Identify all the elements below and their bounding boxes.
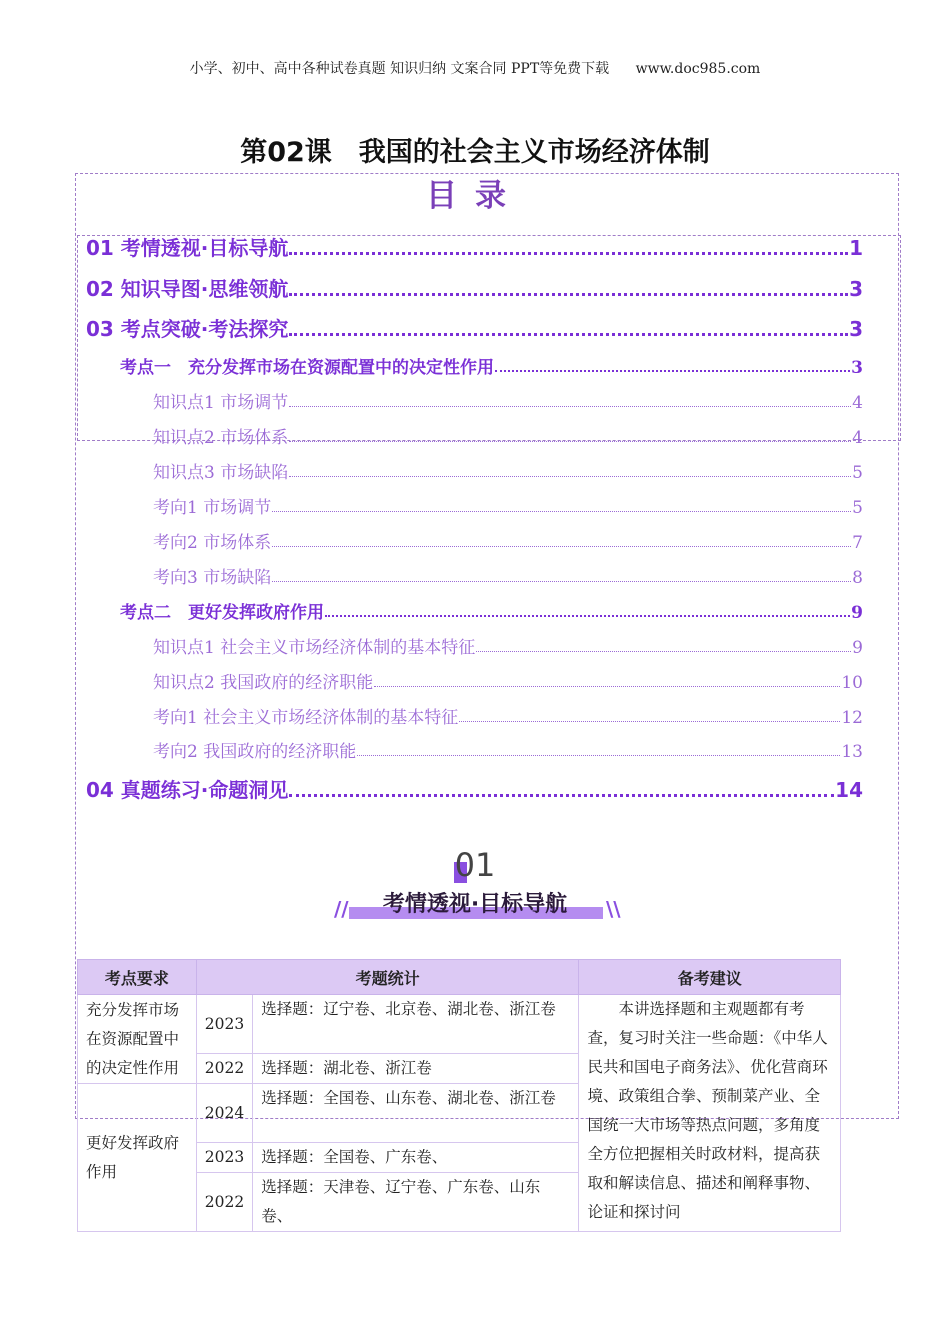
year-cell: 2023 — [196, 995, 252, 1054]
toc-item-01[interactable] — [86, 232, 863, 261]
toc-item-page: 3 — [849, 317, 863, 341]
toc-item-label: 考向3 市场缺陷 — [153, 568, 272, 588]
leader-dots — [272, 546, 851, 547]
toc-item-page: 9 — [852, 638, 863, 658]
stat-cell: 选择题：全国卷、山东卷、湖北卷、浙江卷 — [253, 1084, 579, 1143]
section-number: 01 — [454, 846, 496, 884]
toc-item-04[interactable] — [86, 774, 863, 803]
leader-dots — [272, 581, 851, 582]
year-cell: 2023 — [196, 1143, 252, 1173]
stat-cell: 选择题：天津卷、辽宁卷、广东卷、山东卷、 — [253, 1173, 579, 1232]
header-kaodian: 考点要求 — [78, 960, 197, 995]
toc-item-label: 03 考点突破·考法探究 — [86, 317, 289, 341]
toc-item-zsd-1-1[interactable] — [153, 388, 863, 413]
toc-item-page: 3 — [851, 358, 863, 378]
toc-item-label: 知识点1 社会主义市场经济体制的基本特征 — [153, 638, 476, 658]
section-title-banner — [0, 887, 950, 923]
leader-dots — [272, 511, 851, 512]
year-cell: 2022 — [196, 1173, 252, 1232]
toc-item-page: 4 — [852, 393, 863, 413]
leader-dots — [476, 651, 851, 652]
toc-item-page: 5 — [852, 463, 863, 483]
toc-item-page: 7 — [852, 533, 863, 553]
leader-dots — [289, 333, 848, 336]
toc-item-page: 13 — [841, 742, 863, 762]
toc-item-label: 04 真题练习·命题洞见 — [86, 778, 289, 802]
toc-item-label: 01 考情透视·目标导航 — [86, 236, 289, 260]
header-tongji: 考题统计 — [196, 960, 579, 995]
toc-item-page: 1 — [849, 236, 863, 260]
slash-right-icon: \\ — [606, 897, 621, 921]
toc-item-zsd-2-1[interactable] — [153, 633, 863, 658]
toc-item-kx-2-2[interactable] — [153, 737, 863, 762]
toc-item-zsd-1-3[interactable] — [153, 458, 863, 483]
toc-item-page: 4 — [852, 428, 863, 448]
leader-dots — [495, 370, 850, 372]
header-jianyi: 备考建议 — [579, 960, 841, 995]
toc-item-page: 12 — [841, 708, 863, 728]
stat-cell: 选择题：辽宁卷、北京卷、湖北卷、浙江卷 — [253, 995, 579, 1054]
leader-dots — [459, 721, 840, 722]
toc-item-page: 3 — [849, 277, 863, 301]
toc-item-label: 考向1 市场调节 — [153, 498, 272, 518]
table-row — [78, 995, 841, 1054]
toc-item-label: 考向2 市场体系 — [153, 533, 272, 553]
leader-dots — [357, 755, 840, 756]
kaodian-cell: 充分发挥市场在资源配置中的决定性作用 — [78, 995, 197, 1084]
advice-cell: 本讲选择题和主观题都有考查，复习时关注一些命题：《中华人民共和国电子商务法》、优化营商环境、政策组合拳、预制菜产业、全国统一大市场等热点问题，多角度全方位把握相关时政材料，提高获取和解读信息、描述和阐释事物、论证和探讨问 — [579, 995, 841, 1232]
toc-item-page: 8 — [852, 568, 863, 588]
toc-item-label: 知识点1 市场调节 — [153, 393, 289, 413]
toc-item-label: 知识点2 市场体系 — [153, 428, 289, 448]
section-title: 考情透视·目标导航 — [382, 892, 568, 917]
toc-item-kx-2-1[interactable] — [153, 703, 863, 728]
toc-item-page: 9 — [851, 603, 863, 623]
toc-item-label: 知识点3 市场缺陷 — [153, 463, 289, 483]
toc-item-label: 知识点2 我国政府的经济职能 — [153, 673, 374, 693]
exam-stats-table — [77, 959, 841, 1232]
leader-dots — [374, 686, 840, 687]
header-url[interactable]: www.doc985.com — [635, 61, 761, 77]
toc-item-label: 考点一 充分发挥市场在资源配置中的决定性作用 — [120, 358, 494, 378]
table-header-row — [78, 960, 841, 995]
toc-item-03[interactable] — [86, 313, 863, 342]
toc-item-label: 考向2 我国政府的经济职能 — [153, 742, 357, 762]
toc-item-kx-1-3[interactable] — [153, 563, 863, 588]
leader-dots — [325, 615, 850, 617]
stat-cell: 选择题：全国卷、广东卷、 — [253, 1143, 579, 1173]
toc-item-zsd-1-2[interactable] — [153, 423, 863, 448]
leader-dots — [289, 293, 848, 296]
toc-item-kx-1-2[interactable] — [153, 528, 863, 553]
page-title: 第02课 我国的社会主义市场经济体制 — [240, 137, 710, 168]
header-text: 小学、初中、高中各种试卷真题 知识归纳 文案合同 PPT等免费下载 — [189, 61, 610, 77]
leader-dots — [289, 794, 834, 797]
page-header — [0, 58, 950, 78]
toc-item-kx-1-1[interactable] — [153, 493, 863, 518]
toc-item-page: 5 — [852, 498, 863, 518]
toc-item-label: 考向1 社会主义市场经济体制的基本特征 — [153, 708, 459, 728]
toc-item-page: 14 — [835, 778, 863, 802]
year-cell: 2024 — [196, 1084, 252, 1143]
toc-item-label: 考点二 更好发挥政府作用 — [120, 603, 324, 623]
leader-dots — [289, 406, 851, 407]
year-cell: 2022 — [196, 1054, 252, 1084]
toc-heading: 目录 — [426, 178, 524, 214]
stat-cell: 选择题：湖北卷、浙江卷 — [253, 1054, 579, 1084]
leader-dots — [289, 476, 851, 477]
toc-item-kaodian-2[interactable] — [120, 598, 863, 623]
kaodian-cell: 更好发挥政府作用 — [78, 1084, 197, 1232]
toc-item-02[interactable] — [86, 273, 863, 302]
toc-item-zsd-2-2[interactable] — [153, 668, 863, 693]
slash-left-icon: // — [334, 897, 349, 921]
toc-item-kaodian-1[interactable] — [120, 353, 863, 378]
toc-item-page: 10 — [841, 673, 863, 693]
leader-dots — [289, 441, 851, 442]
toc-item-label: 02 知识导图·思维领航 — [86, 277, 289, 301]
leader-dots — [289, 252, 848, 255]
